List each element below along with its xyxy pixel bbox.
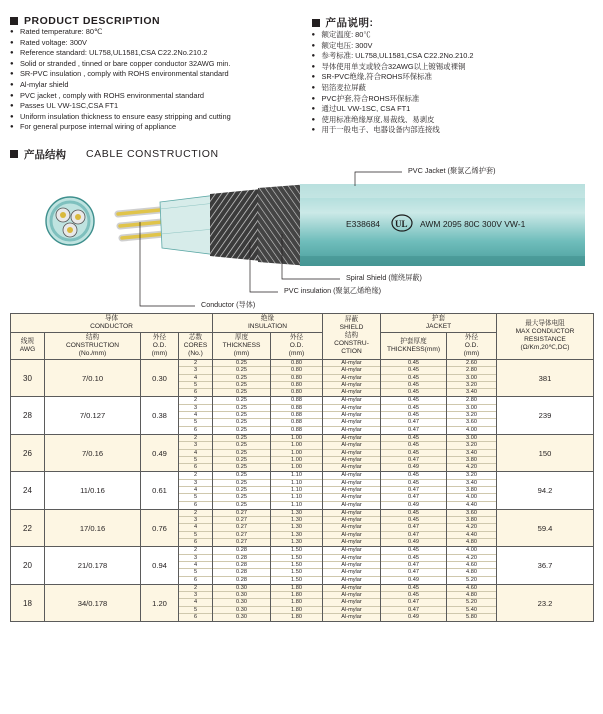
cell-insulation-od: 1.80 1.80 1.80 1.80 1.80 bbox=[271, 584, 323, 621]
cell-resistance: 239 bbox=[497, 397, 594, 434]
description-en-item: ● Rated temperature: 80℃ bbox=[10, 27, 302, 38]
conductor-strands bbox=[118, 210, 164, 238]
table-row bbox=[11, 584, 594, 621]
svg-text:UL: UL bbox=[395, 218, 408, 229]
cell-insulation-od: 1.30 1.30 1.30 1.30 1.30 bbox=[271, 509, 323, 546]
description-cn-column bbox=[302, 15, 594, 136]
cell-construction: 7/0.10 bbox=[45, 359, 141, 396]
description-cn-item: ● 使用标准绝缘厚度,易裁线、易剥皮 bbox=[312, 115, 594, 126]
cell-construction: 11/0.16 bbox=[45, 472, 141, 509]
description-en-item: ● For general purpose internal wiring of appliance bbox=[10, 122, 302, 133]
description-en-item: ● Al-mylar shield bbox=[10, 80, 302, 91]
cell-insulation-thickness: 0.27 0.27 0.27 0.27 0.27 bbox=[213, 509, 271, 546]
cell-resistance: 94.2 bbox=[497, 472, 594, 509]
cell-jacket-od: 3.60 3.80 4.20 4.40 4.80 bbox=[447, 509, 497, 546]
description-cn-item: ● 额定温度: 80℃ bbox=[312, 30, 594, 41]
header-awg: 线规 AWG bbox=[11, 332, 45, 359]
description-en-item: ● Rated voltage: 300V bbox=[10, 38, 302, 49]
cell-cores: 2 3 4 5 6 bbox=[179, 434, 213, 471]
cell-jacket-thickness: 0.45 0.45 0.47 0.47 0.49 bbox=[381, 584, 447, 621]
cell-jacket-od: 2.80 3.00 3.20 3.60 4.00 bbox=[447, 397, 497, 434]
cell-shield-construction: Al-mylar Al-mylar Al-mylar Al-mylar Al-mylar bbox=[323, 434, 381, 471]
cell-awg: 26 bbox=[11, 434, 45, 471]
cell-awg: 24 bbox=[11, 472, 45, 509]
cable-diagram bbox=[10, 164, 593, 309]
cell-jacket-thickness: 0.45 0.45 0.47 0.47 0.49 bbox=[381, 547, 447, 584]
cell-construction: 34/0.178 bbox=[45, 584, 141, 621]
cell-conductor-od: 0.38 bbox=[141, 397, 179, 434]
cell-jacket-od: 2.60 2.80 3.00 3.20 3.40 bbox=[447, 359, 497, 396]
table-row bbox=[11, 434, 594, 471]
cell-conductor-od: 0.76 bbox=[141, 509, 179, 546]
description-cn-item: ● 用于一般电子、电器设备内部连接线 bbox=[312, 125, 594, 136]
cell-jacket-od: 4.00 4.20 4.60 4.80 5.20 bbox=[447, 547, 497, 584]
cell-construction: 17/0.16 bbox=[45, 509, 141, 546]
cell-awg: 18 bbox=[11, 584, 45, 621]
ul-file-number: E338684 bbox=[346, 218, 381, 229]
description-en-item: ● PVC jacket , comply with ROHS environmental standard bbox=[10, 91, 302, 102]
description-en-item: ● Uniform insulation thickness to ensure easy stripping and cutting bbox=[10, 112, 302, 123]
cell-cores: 2 3 4 5 6 bbox=[179, 359, 213, 396]
label-spiral-shield: Spiral Shield (缠绕屏蔽) bbox=[346, 272, 422, 282]
description-cn-item: ● 导体使用单支或较合32AWG以上镀锡或裸铜 bbox=[312, 62, 594, 73]
construction-heading bbox=[10, 147, 593, 162]
header-conductor-od: 外径 O.D. (mm) bbox=[141, 332, 179, 359]
description-cn-item: ● SR-PVC绝缘,符合ROHS环保标准 bbox=[312, 72, 594, 83]
cell-shield-construction: Al-mylar Al-mylar Al-mylar Al-mylar Al-mylar bbox=[323, 584, 381, 621]
cell-shield-construction: Al-mylar Al-mylar Al-mylar Al-mylar Al-mylar bbox=[323, 509, 381, 546]
header-shield: 屏蔽 SHIELD 结构 CONSTRU- CTION bbox=[323, 313, 381, 359]
cell-insulation-od: 1.10 1.10 1.10 1.10 1.10 bbox=[271, 472, 323, 509]
cell-conductor-od: 0.30 bbox=[141, 359, 179, 396]
header-construction: 结构 CONSTRUCTION (No./mm) bbox=[45, 332, 141, 359]
description-cn-title: 产品说明: bbox=[325, 17, 374, 29]
header-conductor: 导体 CONDUCTOR bbox=[11, 313, 213, 332]
cell-shield-construction: Al-mylar Al-mylar Al-mylar Al-mylar Al-mylar bbox=[323, 397, 381, 434]
cell-jacket-thickness: 0.45 0.45 0.45 0.47 0.47 bbox=[381, 397, 447, 434]
cell-awg: 20 bbox=[11, 547, 45, 584]
description-en-title: PRODUCT DESCRIPTION bbox=[24, 15, 161, 27]
header-jacket-thickness: 护套厚度 THICKNESS(mm) bbox=[381, 332, 447, 359]
cell-jacket-od: 3.00 3.20 3.40 3.80 4.20 bbox=[447, 434, 497, 471]
description-en-heading bbox=[10, 15, 302, 27]
cell-insulation-od: 1.50 1.50 1.50 1.50 1.50 bbox=[271, 547, 323, 584]
cell-construction: 21/0.178 bbox=[45, 547, 141, 584]
label-pvc-jacket: PVC Jacket (聚氯乙烯护套) bbox=[408, 165, 496, 175]
table-row bbox=[11, 547, 594, 584]
cell-insulation-od: 0.80 0.80 0.80 0.80 0.80 bbox=[271, 359, 323, 396]
description-en-list bbox=[10, 27, 302, 133]
cell-jacket-od: 4.60 4.80 5.20 5.40 5.80 bbox=[447, 584, 497, 621]
spiral-shield-layer bbox=[210, 184, 310, 266]
specification-table-body bbox=[11, 359, 594, 621]
cell-conductor-od: 0.49 bbox=[141, 434, 179, 471]
cell-jacket-thickness: 0.45 0.45 0.47 0.47 0.49 bbox=[381, 472, 447, 509]
description-cn-item: ● PVC护套,符合ROHS环保标准 bbox=[312, 94, 594, 105]
cell-jacket-od: 3.20 3.40 3.80 4.00 4.40 bbox=[447, 472, 497, 509]
square-bullet-icon bbox=[10, 150, 18, 158]
cell-conductor-od: 0.94 bbox=[141, 547, 179, 584]
cell-insulation-thickness: 0.30 0.30 0.30 0.30 0.30 bbox=[213, 584, 271, 621]
cell-shield-construction: Al-mylar Al-mylar Al-mylar Al-mylar Al-mylar bbox=[323, 472, 381, 509]
cell-resistance: 36.7 bbox=[497, 547, 594, 584]
description-cn-item: ● 参考标准: UL758,UL1581,CSA C22.2No.210.2 bbox=[312, 51, 594, 62]
table-row bbox=[11, 509, 594, 546]
cell-shield-construction: Al-mylar Al-mylar Al-mylar Al-mylar Al-mylar bbox=[323, 359, 381, 396]
table-row bbox=[11, 397, 594, 434]
cell-awg: 30 bbox=[11, 359, 45, 396]
cross-section-icon bbox=[46, 197, 94, 245]
description-cn-list bbox=[312, 30, 594, 136]
cell-resistance: 59.4 bbox=[497, 509, 594, 546]
description-cn-heading bbox=[312, 15, 594, 30]
header-insulation-thickness: 厚度 THICKNESS (mm) bbox=[213, 332, 271, 359]
cell-shield-construction: Al-mylar Al-mylar Al-mylar Al-mylar Al-mylar bbox=[323, 547, 381, 584]
square-bullet-icon bbox=[312, 19, 320, 27]
cell-cores: 2 3 4 5 6 bbox=[179, 584, 213, 621]
construction-cn-title: 产品结构 bbox=[24, 148, 66, 161]
table-row bbox=[11, 359, 594, 396]
header-insulation: 绝缘 INSULATION bbox=[213, 313, 323, 332]
cell-jacket-thickness: 0.45 0.45 0.45 0.45 0.45 bbox=[381, 359, 447, 396]
cell-conductor-od: 1.20 bbox=[141, 584, 179, 621]
specification-table bbox=[10, 313, 594, 622]
cell-insulation-thickness: 0.25 0.25 0.25 0.25 0.25 bbox=[213, 434, 271, 471]
cell-awg: 22 bbox=[11, 509, 45, 546]
cell-insulation-od: 0.88 0.88 0.88 0.88 0.88 bbox=[271, 397, 323, 434]
header-cores: 芯数 CORES (No.) bbox=[179, 332, 213, 359]
label-pvc-insulation: PVC insulation (聚氯乙烯绝缘) bbox=[284, 285, 382, 295]
table-group-header-row bbox=[11, 313, 594, 332]
cell-cores: 2 3 4 5 6 bbox=[179, 509, 213, 546]
cell-insulation-thickness: 0.25 0.25 0.25 0.25 0.25 bbox=[213, 397, 271, 434]
header-jacket: 护套 JACKET bbox=[381, 313, 497, 332]
cell-insulation-thickness: 0.28 0.28 0.28 0.28 0.28 bbox=[213, 547, 271, 584]
description-cn-item: ● 铝箔麦拉屏蔽 bbox=[312, 83, 594, 94]
description-en-item: ● Solid or stranded , tinned or bare copper conductor 32AWG min. bbox=[10, 59, 302, 70]
description-en-column bbox=[10, 15, 302, 136]
label-conductor: Conductor (导体) bbox=[201, 299, 256, 309]
header-resistance: 最大导体电阻 MAX CONDUCTOR RESISTANCE (Ω/Km,20℃,DC) bbox=[497, 313, 594, 359]
cell-conductor-od: 0.61 bbox=[141, 472, 179, 509]
cell-jacket-thickness: 0.45 0.45 0.45 0.47 0.49 bbox=[381, 434, 447, 471]
cell-resistance: 23.2 bbox=[497, 584, 594, 621]
description-cn-item: ● 额定电压: 300V bbox=[312, 41, 594, 52]
description-en-item: ● SR-PVC insulation , comply with ROHS environmental standard bbox=[10, 69, 302, 80]
cell-awg: 28 bbox=[11, 397, 45, 434]
description-cn-item: ● 通过UL VW-1SC, CSA FT1 bbox=[312, 104, 594, 115]
cell-cores: 2 3 4 5 6 bbox=[179, 547, 213, 584]
cell-cores: 2 3 4 5 6 bbox=[179, 472, 213, 509]
cell-insulation-od: 1.00 1.00 1.00 1.00 1.00 bbox=[271, 434, 323, 471]
square-bullet-icon bbox=[10, 17, 18, 25]
awm-rating-text: AWM 2095 80C 300V VW-1 bbox=[420, 218, 526, 229]
header-jacket-od: 外径 O.D. (mm) bbox=[447, 332, 497, 359]
cell-resistance: 381 bbox=[497, 359, 594, 396]
cell-cores: 2 3 4 5 6 bbox=[179, 397, 213, 434]
description-en-item: ● Reference standard: UL758,UL1581,CSA C22.2No.210.2 bbox=[10, 48, 302, 59]
cell-insulation-thickness: 0.25 0.25 0.25 0.25 0.25 bbox=[213, 472, 271, 509]
cell-resistance: 150 bbox=[497, 434, 594, 471]
description-en-item: ● Passes UL VW-1SC,CSA FT1 bbox=[10, 101, 302, 112]
table-row bbox=[11, 472, 594, 509]
description-section bbox=[10, 15, 593, 136]
construction-en-title: CABLE CONSTRUCTION bbox=[86, 148, 219, 161]
cell-construction: 7/0.127 bbox=[45, 397, 141, 434]
cell-construction: 7/0.16 bbox=[45, 434, 141, 471]
header-insulation-od: 外径 O.D. (mm) bbox=[271, 332, 323, 359]
cell-insulation-thickness: 0.25 0.25 0.25 0.25 0.25 bbox=[213, 359, 271, 396]
cell-jacket-thickness: 0.45 0.45 0.47 0.47 0.49 bbox=[381, 509, 447, 546]
